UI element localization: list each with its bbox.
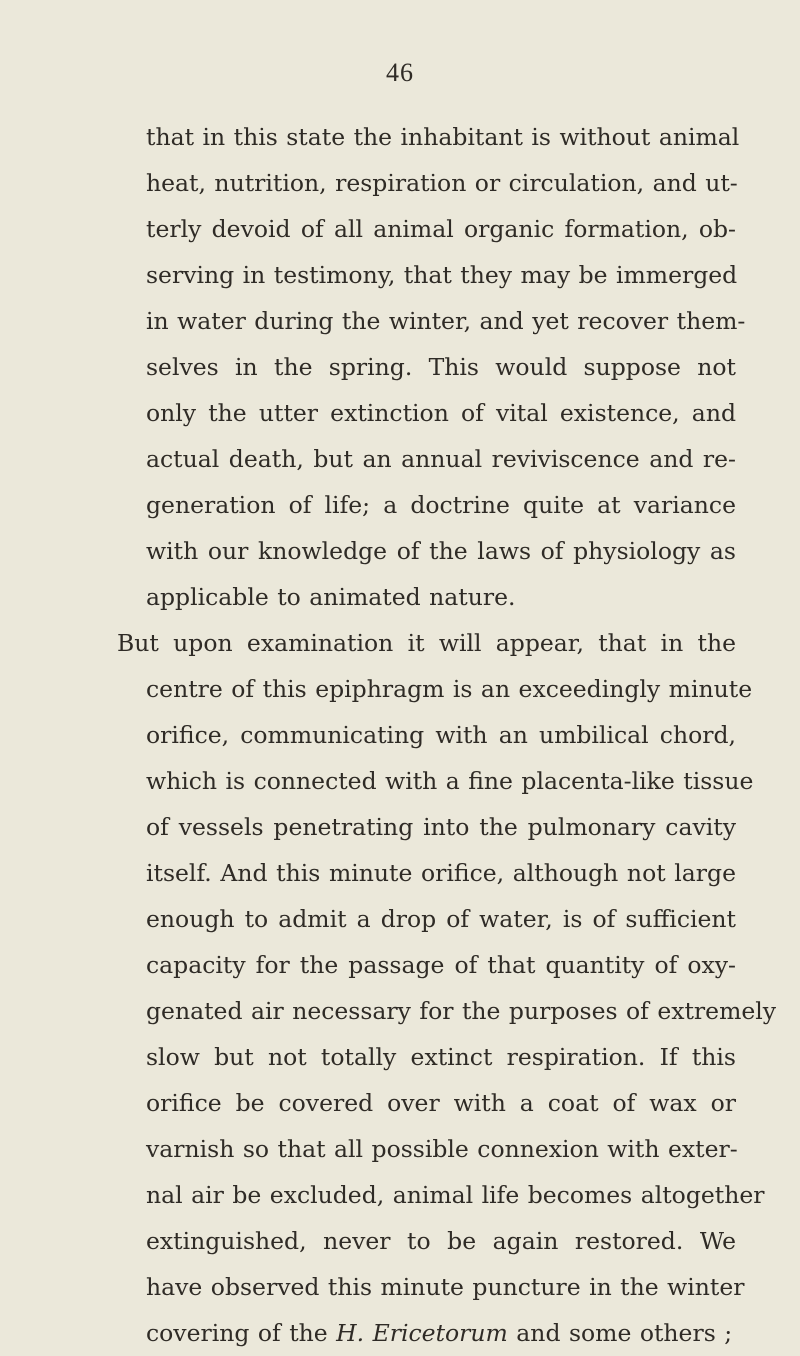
text-line: enough to admit a drop of water, is of sufficient (146, 905, 736, 933)
text-line: in water during the winter, and yet recover them- (146, 307, 746, 335)
text-line: nal air be excluded, animal life becomes altogether (146, 1181, 765, 1209)
text-fragment: and some others ; (507, 1319, 733, 1347)
text-line: only the utter extinction of vital existence, and (146, 399, 736, 427)
text-line: serving in testimony, that they may be immerged (146, 261, 738, 289)
text-line: slow but not totally extinct respiration. If this (146, 1043, 736, 1071)
page-number: 46 (386, 58, 414, 87)
text-line: varnish so that all possible connexion with exter- (146, 1135, 738, 1163)
text-line: itself. And this minute orifice, although not large (146, 859, 736, 887)
text-line: generation of life; a doctrine quite at variance (146, 491, 736, 519)
text-line: terly devoid of all animal organic formation, ob- (146, 215, 736, 243)
species-name: H. Ericetorum (336, 1319, 508, 1347)
text-line: actual death, but an annual reviviscence and re- (146, 445, 736, 473)
text-line: with our knowledge of the laws of physiology as (146, 537, 736, 565)
text-line: of vessels penetrating into the pulmonary cavity (146, 813, 736, 841)
text-fragment: covering of the (146, 1319, 337, 1347)
text-line: heat, nutrition, respiration or circulation, and ut- (146, 169, 738, 197)
text-line: orifice, communicating with an umbilical chord, (146, 721, 736, 749)
text-line: selves in the spring. This would suppose not (146, 353, 736, 381)
text-line: genated air necessary for the purposes of extremely (146, 997, 777, 1025)
text-line (146, 1310, 736, 1356)
text-line: orifice be covered over with a coat of wax or (146, 1089, 736, 1117)
text-line: centre of this epiphragm is an exceedingly minute (146, 675, 753, 703)
text-line: capacity for the passage of that quantity of oxy- (146, 951, 736, 979)
text-line: But upon examination it will appear, that in the (117, 629, 736, 657)
text-line: that in this state the inhabitant is without animal (146, 123, 740, 151)
text-line: which is connected with a fine placenta-like tissue (146, 767, 754, 795)
text-line: applicable to animated nature. (146, 583, 516, 611)
text-line: have observed this minute puncture in the winter (146, 1273, 745, 1301)
text-line: extinguished, never to be again restored. We (146, 1227, 736, 1255)
